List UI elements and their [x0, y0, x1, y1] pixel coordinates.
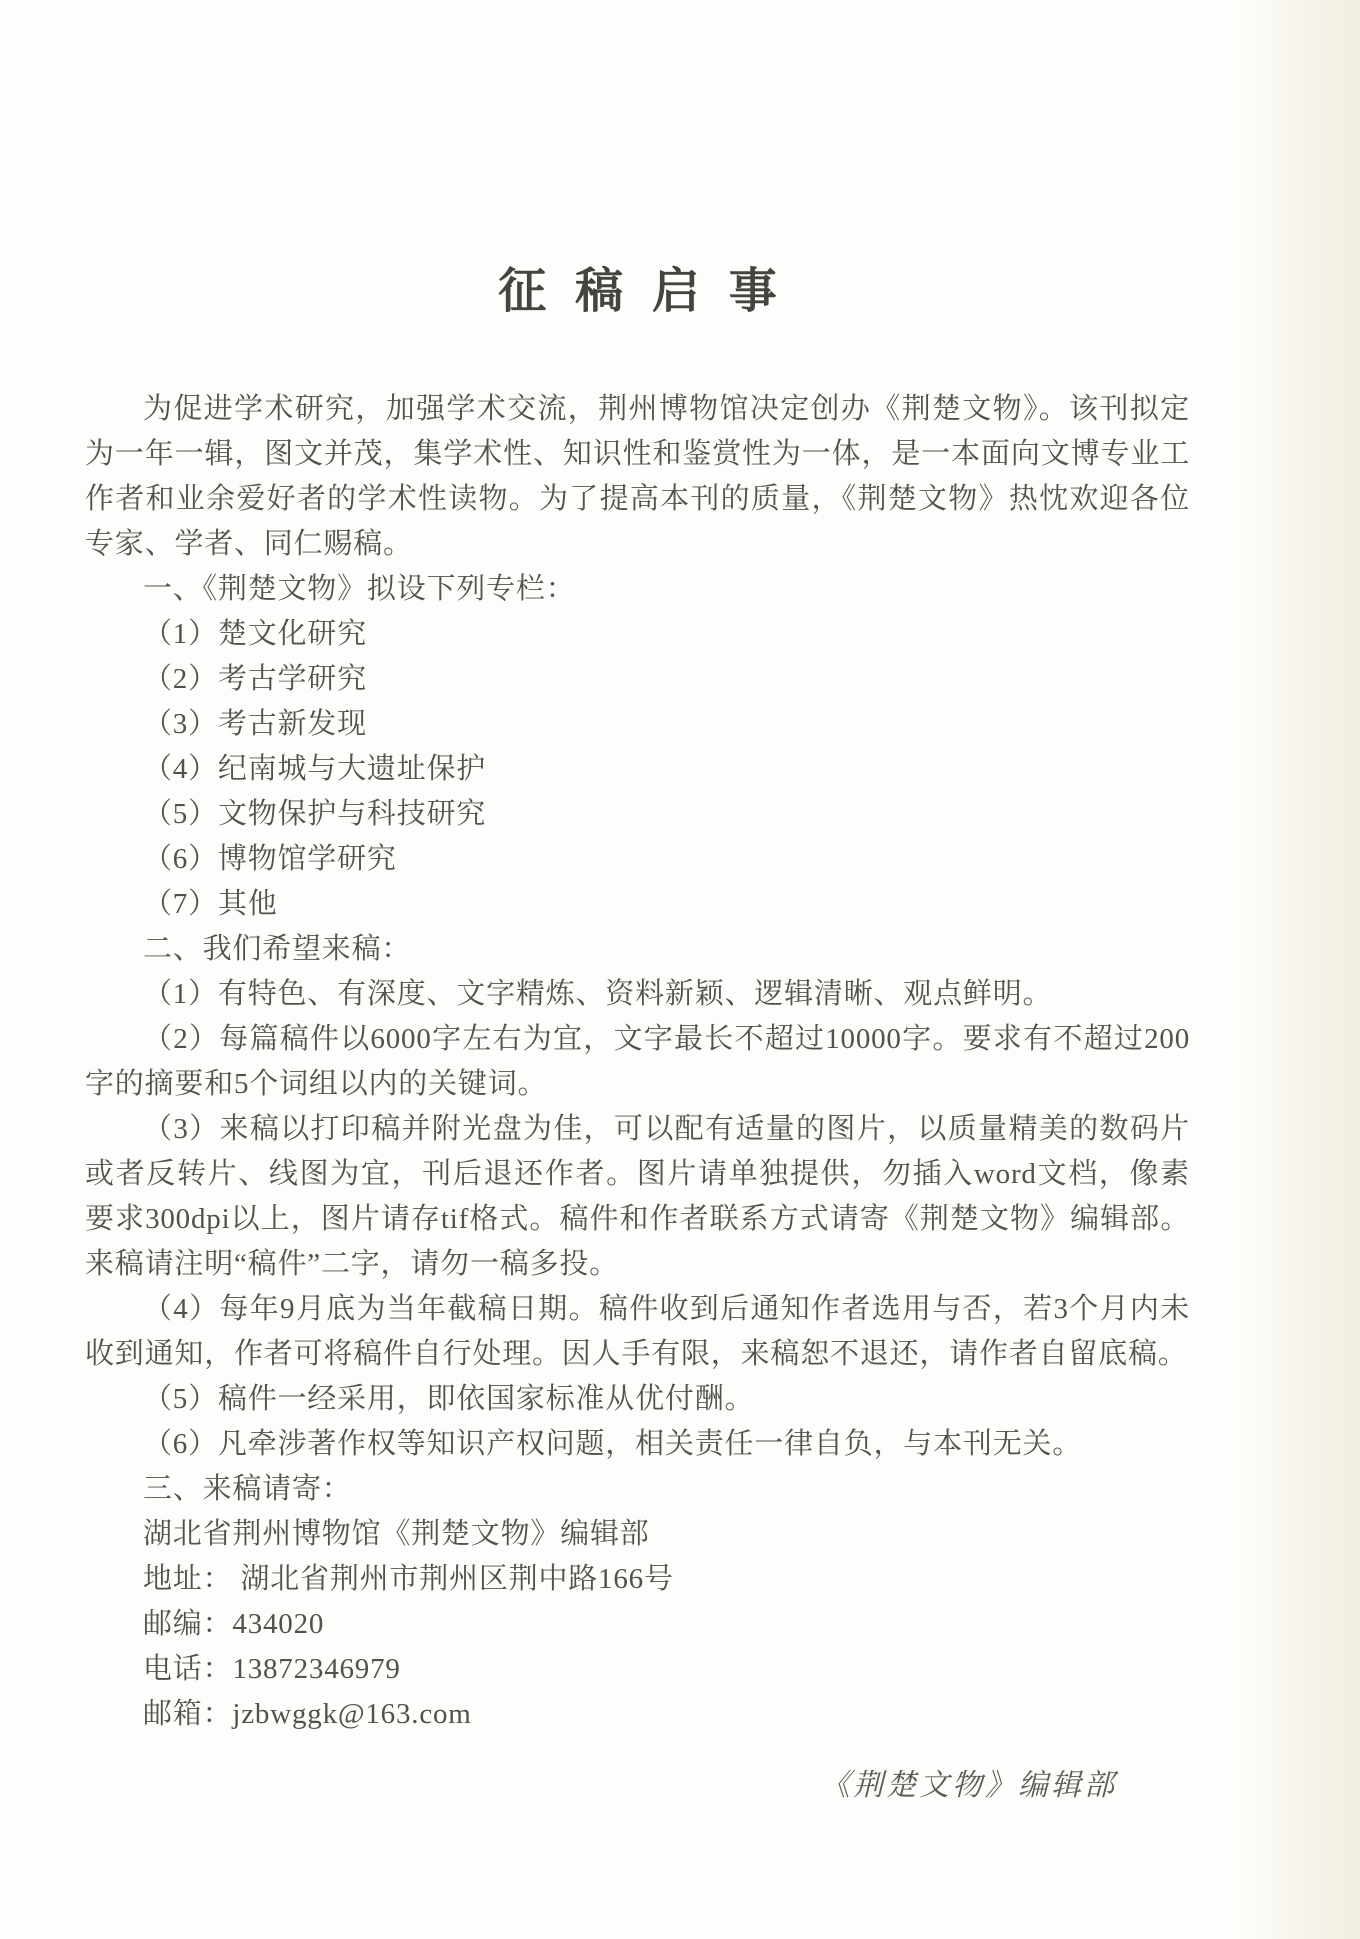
- editorial-signature: 《荆楚文物》编辑部: [820, 1769, 1117, 1802]
- section-requirements: [85, 927, 1190, 1467]
- requirement-item: （2）每篇稿件以6000字左右为宜，文字最长不超过10000字。要求有不超过200字的摘要和5个词组以内的关键词。: [85, 1023, 1190, 1100]
- section-requirements-heading: 二、我们希望来稿：: [143, 933, 412, 965]
- section-address: [85, 1467, 1190, 1737]
- column-item: （4）纪南城与大遗址保护: [143, 753, 487, 785]
- requirement-item: （4）每年9月底为当年截稿日期。稿件收到后通知作者选用与否，若3个月内未收到通知，作者可将稿件自行处理。因人手有限，来稿恕不退还，请作者自留底稿。: [85, 1293, 1190, 1370]
- section-address-heading: 三、来稿请寄：: [143, 1473, 352, 1505]
- address-email-line: 邮箱：jzbwggk@163.com: [143, 1698, 472, 1730]
- column-item: （6）博物馆学研究: [143, 843, 397, 875]
- column-item: （3）考古新发现: [143, 708, 367, 740]
- page-title: 征稿启事: [498, 265, 806, 318]
- column-item: （1）楚文化研究: [143, 618, 367, 650]
- requirement-item: （1）有特色、有深度、文字精炼、资料新颖、逻辑清晰、观点鲜明。: [143, 978, 1053, 1010]
- section-columns-heading: 一、《荆楚文物》拟设下列专栏：: [143, 573, 576, 605]
- column-item: （2）考古学研究: [143, 663, 367, 695]
- address-phone-line: 电话：13872346979: [143, 1653, 401, 1685]
- address-street-line: 地址： 湖北省荆州市荆州区荆中路166号: [143, 1563, 674, 1595]
- address-postcode-line: 邮编：434020: [143, 1608, 325, 1640]
- document-content: [85, 252, 1190, 1737]
- section-columns: [85, 567, 1190, 927]
- document-body: [85, 387, 1190, 1737]
- requirement-item: （6）凡牵涉著作权等知识产权问题，相关责任一律自负，与本刊无关。: [143, 1428, 1083, 1460]
- intro-paragraph: 为促进学术研究，加强学术交流，荆州博物馆决定创办《荆楚文物》。该刊拟定为一年一辑，图文并茂，集学术性、知识性和鉴赏性为一体，是一本面向文博专业工作者和业余爱好者的学术性读物。为了提高本刊的质量，《荆楚文物》热忱欢迎各位专家、学者、同仁赐稿。: [85, 393, 1190, 560]
- requirement-item: （3）来稿以打印稿并附光盘为佳，可以配有适量的图片，以质量精美的数码片或者反转片、线图为宜，刊后退还作者。图片请单独提供，勿插入word文档，像素要求300dpi以上，图片请存tif格式。稿件和作者联系方式请寄《荆楚文物》编辑部。来稿请注明“稿件”二字，请勿一稿多投。: [85, 1113, 1190, 1280]
- requirement-item: （5）稿件一经采用，即依国家标准从优付酬。: [143, 1383, 755, 1415]
- address-recipient: 湖北省荆州博物馆《荆楚文物》编辑部: [143, 1518, 650, 1550]
- column-item: （7）其他: [143, 888, 278, 920]
- column-item: （5）文物保护与科技研究: [143, 798, 487, 830]
